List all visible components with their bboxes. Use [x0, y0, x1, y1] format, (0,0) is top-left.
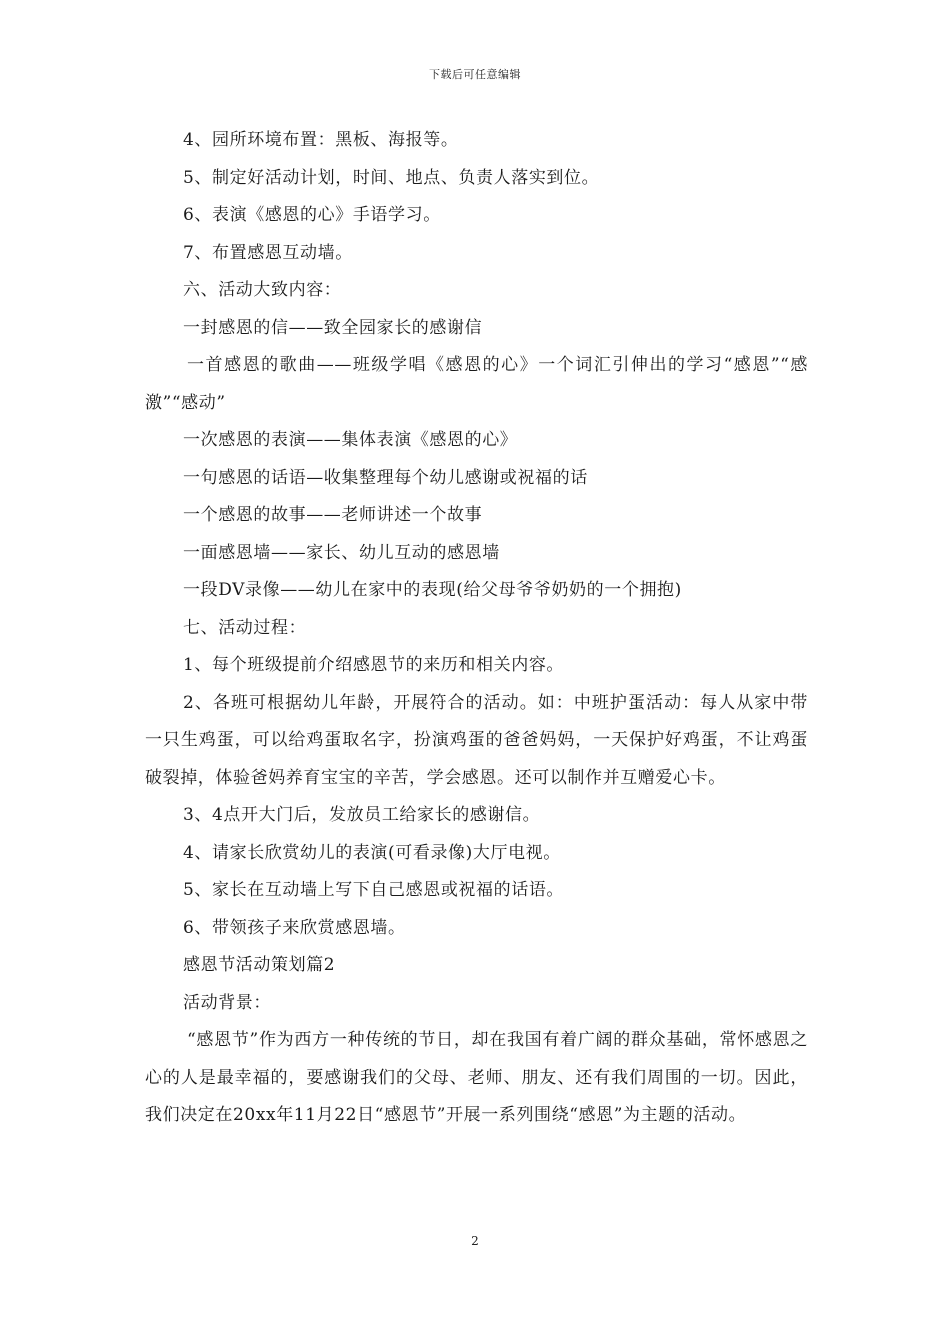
process-item-6: 6、带领孩子来欣赏感恩墙。 — [183, 917, 406, 938]
page-number: 2 — [471, 1234, 479, 1248]
section-heading-process: 七、活动过程： — [183, 617, 307, 638]
content-item-story: 一个感恩的故事——老师讲述一个故事 — [183, 505, 483, 525]
content-item-gratitude-wall: 一面感恩墙——家长、幼儿互动的感恩墙 — [183, 542, 500, 563]
content-item-song: 一首感恩的歌曲——班级学唱《感恩的心》一个词汇引伸出的学习“感恩”“感激”“感动” — [145, 355, 808, 413]
list-item-environment: 4、园所环境布置：黑板、海报等。 — [183, 130, 459, 150]
content-item-performance: 一次感恩的表演——集体表演《感恩的心》 — [183, 430, 518, 450]
content-item-dv-recording: 一段DV录像——幼儿在家中的表现(给父母爷爷奶奶的一个拥抱) — [183, 580, 682, 600]
list-item-plan: 5、制定好活动计划，时间、地点、负责人落实到位。 — [183, 167, 600, 188]
list-item-wall: 7、布置感恩互动墙。 — [183, 242, 353, 263]
page-header: 下载后可任意编辑 — [429, 68, 521, 81]
content-item-letter: 一封感恩的信——致全园家长的感谢信 — [183, 317, 483, 338]
document-body — [145, 122, 808, 1135]
process-item-4: 4、请家长欣赏幼儿的表演(可看录像)大厅电视。 — [183, 842, 561, 863]
process-item-1: 1、每个班级提前介绍感恩节的来历和相关内容。 — [183, 655, 565, 675]
content-item-words: 一句感恩的话语—收集整理每个幼儿感谢或祝福的话 — [183, 467, 588, 488]
process-item-2: 2、各班可根据幼儿年龄，开展符合的活动。如：中班护蛋活动：每人从家中带一只生鸡蛋，可以给鸡蛋取名字，扮演鸡蛋的爸爸妈妈，一天保护好鸡蛋，不让鸡蛋破裂掉，体验爸妈养育宝宝的辛苦，学会感恩。还可以制作并互赠爱心卡。 — [145, 692, 808, 788]
section-heading-background: 活动背景： — [183, 992, 271, 1013]
process-item-5: 5、家长在互动墙上写下自己感恩或祝福的话语。 — [183, 880, 565, 900]
article-title-part2: 感恩节活动策划篇2 — [183, 955, 336, 975]
section-heading-content: 六、活动大致内容： — [183, 280, 342, 300]
list-item-sign-language: 6、表演《感恩的心》手语学习。 — [183, 205, 441, 225]
process-item-3: 3、4点开大门后，发放员工给家长的感谢信。 — [183, 805, 541, 825]
background-paragraph: “感恩节”作为西方一种传统的节日，却在我国有着广阔的群众基础，常怀感恩之心的人是最幸福的，要感谢我们的父母、老师、朋友、还有我们周围的一切。因此，我们决定在20xx年11月22日“感恩节”开展一系列围绕“感恩”为主题的活动。 — [145, 1030, 808, 1125]
